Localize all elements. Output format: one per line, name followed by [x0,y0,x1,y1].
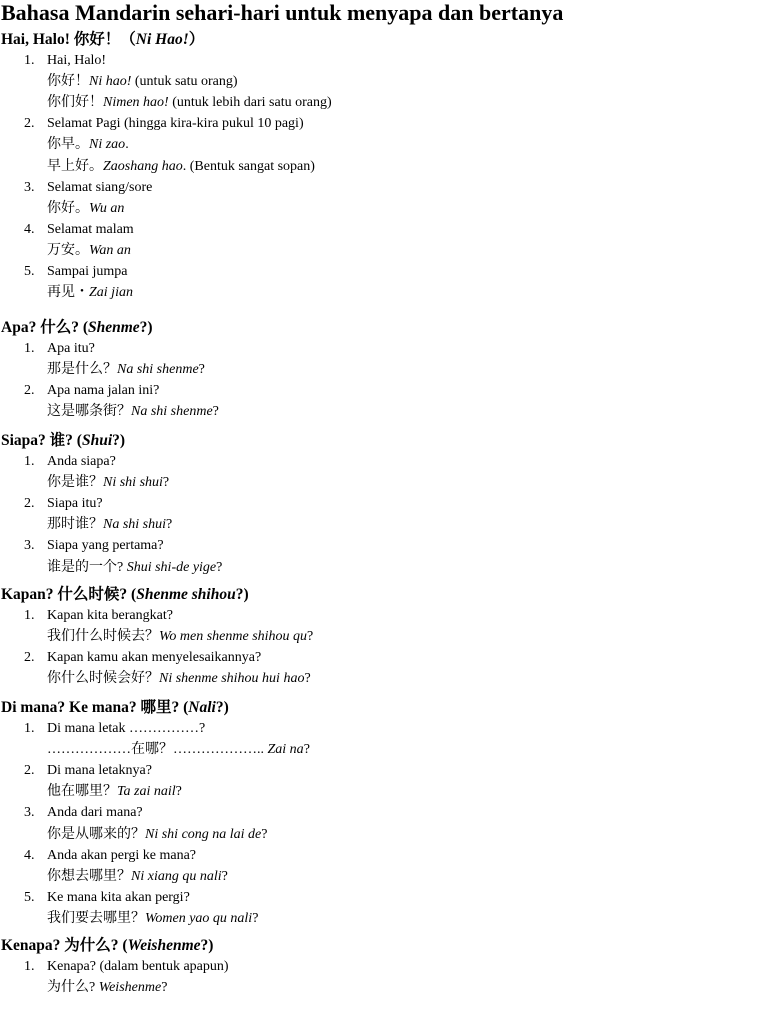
example-hanzi: 那时谁？ [47,517,103,533]
example-pinyin: Ni shi shui [103,475,163,491]
section-heading-text: Kapan? 什么时候? ( [1,586,137,603]
example-hanzi: 你想去哪里？ [47,868,131,884]
example-text [47,670,311,688]
example-note: ? [304,671,311,687]
example-pinyin: Na shi shui [103,517,167,533]
example-hanzi: 你好。 [47,200,89,216]
example-hanzi: 你早。 [47,137,89,153]
example-hanzi: 这是哪条街？ [47,404,131,420]
example-hanzi: 我们什么时候去？ [47,629,159,645]
section-heading [1,30,204,50]
section-heading-pinyin: Shui [81,432,113,449]
section-heading [1,585,249,605]
example-note: . (Bentuk sangat sopan) [182,158,315,174]
example-note: ? [216,559,223,575]
example-pinyin: Wu an [89,200,125,216]
example-text [47,474,169,492]
example-pinyin: Wo men shenme shihou qu [159,629,308,645]
list-item-label: Anda akan pergi ke mana? [47,847,197,863]
section-heading-pinyin: Weishenme [127,937,201,954]
example-note: (untuk lebih dari satu orang) [168,95,332,111]
example-text [47,516,172,534]
list-item-number: 1. [24,454,35,469]
example-text [47,910,258,928]
section-heading-pinyin: Ni Hao! [135,31,189,48]
example-text [47,979,167,997]
example-text [47,136,129,154]
example-note: ? [162,475,170,491]
section-heading-end: ?) [200,937,214,954]
example-text [47,403,219,421]
example-text [47,73,238,91]
example-hanzi: 你是谁？ [47,475,103,491]
page-title: Bahasa Mandarin sehari-hari untuk menyapa dan bertanya [1,0,564,25]
list-item-number: 5. [24,264,35,279]
list-item-label: Selamat Pagi (hingga kira-kira pukul 10 pagi) [47,116,304,132]
example-pinyin: Ni zao [89,137,126,153]
example-text [47,741,310,759]
example-hanzi: 那是什么？ [47,362,117,378]
list-item-label: Kapan kita berangkat? [47,608,173,623]
list-item-label: Kenapa? (dalam bentuk apapun) [47,959,229,974]
list-item-number: 3. [24,179,35,195]
section-heading-text: Kenapa? 为什么? ( [1,937,128,954]
section-heading-text: Hai, Halo! 你好！（ [1,31,136,48]
example-note: ? [166,517,173,533]
example-pinyin: Zai na [264,742,304,758]
list-item-label: Kapan kamu akan menyelesaikannya? [47,650,262,666]
list-item-number: 4. [24,847,35,863]
example-text [47,361,205,379]
example-hanzi: 我们要去哪里？ [47,910,145,926]
section-heading-text: Apa? 什么? ( [1,319,88,336]
section-heading [1,318,153,338]
example-hanzi: 早上好。 [47,158,103,174]
list-item-label: Anda dari mana? [47,805,143,821]
example-note: . [125,137,129,153]
example-hanzi: 你什么时候会好？ [47,671,159,687]
list-item-number: 2. [24,763,35,779]
list-item-label: Di mana letaknya? [47,763,152,779]
list-item-number: 3. [24,538,35,554]
example-pinyin: Ni xiang qu nali [131,868,222,884]
section-heading-end: ?) [235,586,249,603]
example-hanzi: 再见・ [47,285,89,301]
list-item-label: Selamat siang/sore [47,179,153,195]
list-item-number: 2. [24,650,35,666]
example-pinyin: Ni hao! [89,74,132,90]
example-pinyin: Zai jian [89,285,133,301]
example-pinyin: Shui shi-de yige [126,559,217,575]
example-pinyin: Zaoshang hao [103,158,183,174]
list-item-label: Di mana letak ……………? [47,721,206,736]
example-note: ? [307,629,314,645]
list-item-number: 2. [24,383,35,399]
list-item-number: 3. [24,805,35,821]
example-text [47,242,131,260]
example-text [47,559,222,577]
example-text [47,284,133,302]
example-pinyin: Nimen hao! [103,95,169,111]
example-note: ? [261,826,268,842]
example-note: ? [212,404,219,420]
example-hanzi: 他在哪里？ [47,784,117,800]
example-note: ? [221,868,228,884]
list-item-label: Siapa itu? [47,496,103,512]
list-item-label: Anda siapa? [47,454,116,469]
example-pinyin: Ta zai nail [117,784,176,800]
list-item-number: 2. [24,496,35,512]
section-heading [1,698,229,718]
section-heading-text: Di mana? Ke mana? 哪里? ( [1,699,189,716]
list-item-number: 1. [24,959,35,974]
example-pinyin: Wan an [89,242,131,258]
example-pinyin: Ni shenme shihou hui hao [159,671,305,687]
section-heading-pinyin: Nali [188,699,216,716]
example-pinyin: Ni shi cong na lai de [145,826,262,842]
list-item-label: Sampai jumpa [47,264,128,279]
example-text [47,826,268,844]
list-item-label: Siapa yang pertama? [47,538,164,554]
example-pinyin: Na shi shenme [117,362,199,378]
section-heading-pinyin: Shenme shihou [136,586,236,603]
section-heading-end: ?) [139,319,153,336]
section-heading [1,431,125,451]
list-item-number: 1. [24,608,35,623]
example-text [47,94,332,112]
example-hanzi: 你是从哪来的？ [47,826,145,842]
list-item-number: 2. [24,116,35,132]
list-item-number: 4. [24,221,35,237]
example-note: ? [175,784,182,800]
example-hanzi: 万安。 [47,242,89,258]
example-hanzi: 你好！ [47,74,89,90]
example-note: (untuk satu orang) [131,74,238,90]
list-item-label: Hai, Halo! [47,53,107,68]
example-hanzi: 为什么? [47,980,99,996]
section-heading-end: ?) [112,432,126,449]
example-pinyin: Weishenme [98,980,162,996]
example-text [47,783,182,801]
example-hanzi: ………………在哪？……………….. [47,742,264,758]
example-pinyin: Women yao qu nali [145,910,253,926]
section-heading-end: ） [188,31,205,48]
list-item-label: Selamat malam [47,221,134,237]
list-item-label: Apa itu? [47,341,95,356]
list-item-label: Ke mana kita akan pergi? [47,889,190,905]
list-item-number: 5. [24,889,35,905]
example-pinyin: Na shi shenme [131,404,213,420]
section-heading-end: ?) [215,699,229,716]
section-heading-pinyin: Shenme [87,319,140,336]
list-item-number: 1. [24,721,35,736]
example-text [47,628,313,646]
list-item-number: 1. [24,53,35,68]
section-heading-text: Siapa? 谁? ( [1,432,82,449]
example-text [47,200,124,218]
example-note: ? [161,980,168,996]
section-heading [1,936,213,956]
list-item-number: 1. [24,341,35,356]
example-hanzi: 谁是的一个? [47,559,127,575]
example-note: ? [252,910,259,926]
example-hanzi: 你们好！ [47,95,103,111]
example-text [47,158,315,176]
example-note: ? [198,362,205,378]
example-note: ? [303,742,310,758]
list-item-label: Apa nama jalan ini? [47,383,160,399]
example-text [47,868,228,886]
